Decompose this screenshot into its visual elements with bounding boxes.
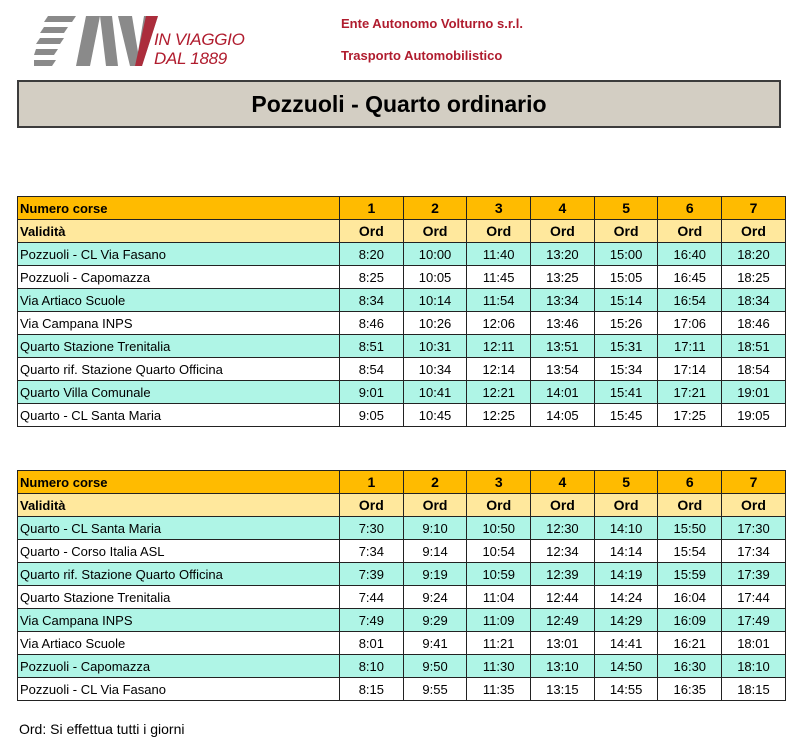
logo-v-mark xyxy=(118,16,158,66)
departure-time: 15:00 xyxy=(594,243,658,266)
departure-time: 14:14 xyxy=(594,540,658,563)
departure-time: 7:30 xyxy=(340,517,404,540)
stop-row xyxy=(18,586,786,609)
stop-row xyxy=(18,358,786,381)
departure-time: 10:54 xyxy=(467,540,531,563)
run-number: 3 xyxy=(467,471,531,494)
departure-time: 15:45 xyxy=(594,404,658,427)
departure-time: 13:01 xyxy=(531,632,595,655)
stop-row xyxy=(18,289,786,312)
run-number: 2 xyxy=(403,197,467,220)
stop-row xyxy=(18,540,786,563)
stop-name: Quarto - Corso Italia ASL xyxy=(18,540,340,563)
departure-time: 9:01 xyxy=(340,381,404,404)
departure-time: 17:49 xyxy=(722,609,786,632)
validity-code: Ord xyxy=(594,494,658,517)
departure-time: 14:05 xyxy=(531,404,595,427)
departure-time: 14:41 xyxy=(594,632,658,655)
stop-name: Quarto - CL Santa Maria xyxy=(18,404,340,427)
stop-name: Via Campana INPS xyxy=(18,312,340,335)
departure-time: 11:04 xyxy=(467,586,531,609)
validity-code: Ord xyxy=(594,220,658,243)
departure-time: 19:01 xyxy=(722,381,786,404)
departure-time: 17:39 xyxy=(722,563,786,586)
departure-time: 16:45 xyxy=(658,266,722,289)
departure-time: 11:09 xyxy=(467,609,531,632)
departure-time: 10:41 xyxy=(403,381,467,404)
departure-time: 11:30 xyxy=(467,655,531,678)
page-title: Pozzuoli - Quarto ordinario xyxy=(251,90,547,117)
logo-tagline-1: IN VIAGGIO xyxy=(154,30,245,49)
stop-name: Via Campana INPS xyxy=(18,609,340,632)
stop-name: Pozzuoli - CL Via Fasano xyxy=(18,243,340,266)
departure-time: 17:11 xyxy=(658,335,722,358)
stop-row xyxy=(18,335,786,358)
departure-time: 13:46 xyxy=(531,312,595,335)
validity-row xyxy=(18,494,786,517)
stop-row xyxy=(18,655,786,678)
departure-time: 17:30 xyxy=(722,517,786,540)
departure-time: 10:34 xyxy=(403,358,467,381)
departure-time: 9:24 xyxy=(403,586,467,609)
departure-time: 7:39 xyxy=(340,563,404,586)
stop-name: Quarto rif. Stazione Quarto Officina xyxy=(18,563,340,586)
departure-time: 13:54 xyxy=(531,358,595,381)
departure-time: 8:10 xyxy=(340,655,404,678)
run-number: 2 xyxy=(403,471,467,494)
run-number: 7 xyxy=(722,471,786,494)
stop-row xyxy=(18,678,786,701)
timetable-outbound xyxy=(17,196,786,427)
departure-time: 18:46 xyxy=(722,312,786,335)
departure-time: 10:31 xyxy=(403,335,467,358)
departure-time: 9:50 xyxy=(403,655,467,678)
run-number: 6 xyxy=(658,197,722,220)
stop-name: Pozzuoli - CL Via Fasano xyxy=(18,678,340,701)
footnote: Ord: Si effettua tutti i giorni xyxy=(19,721,185,737)
departure-time: 18:10 xyxy=(722,655,786,678)
validity-label: Validità xyxy=(18,494,340,517)
run-number: 1 xyxy=(340,197,404,220)
departure-time: 18:20 xyxy=(722,243,786,266)
logo-a-mark xyxy=(76,16,118,66)
validity-code: Ord xyxy=(658,494,722,517)
departure-time: 11:21 xyxy=(467,632,531,655)
departure-time: 13:15 xyxy=(531,678,595,701)
validity-code: Ord xyxy=(403,220,467,243)
stop-row xyxy=(18,243,786,266)
departure-time: 14:29 xyxy=(594,609,658,632)
run-number: 6 xyxy=(658,471,722,494)
logo-tagline-2: DAL 1889 xyxy=(154,49,227,68)
title-bar xyxy=(17,80,781,128)
validity-code: Ord xyxy=(531,220,595,243)
validity-row xyxy=(18,220,786,243)
departure-time: 14:50 xyxy=(594,655,658,678)
departure-time: 16:09 xyxy=(658,609,722,632)
departure-time: 16:21 xyxy=(658,632,722,655)
stop-name: Via Artiaco Scuole xyxy=(18,632,340,655)
departure-time: 18:01 xyxy=(722,632,786,655)
departure-time: 15:41 xyxy=(594,381,658,404)
departure-time: 8:54 xyxy=(340,358,404,381)
departure-time: 10:00 xyxy=(403,243,467,266)
stop-name: Quarto Villa Comunale xyxy=(18,381,340,404)
validity-code: Ord xyxy=(467,220,531,243)
stop-name: Quarto - CL Santa Maria xyxy=(18,517,340,540)
validity-label: Validità xyxy=(18,220,340,243)
run-number-label: Numero corse xyxy=(18,471,340,494)
validity-code: Ord xyxy=(722,494,786,517)
departure-time: 18:34 xyxy=(722,289,786,312)
departure-time: 12:21 xyxy=(467,381,531,404)
departure-time: 12:14 xyxy=(467,358,531,381)
departure-time: 17:21 xyxy=(658,381,722,404)
logo-e-mark xyxy=(34,16,76,66)
departure-time: 9:29 xyxy=(403,609,467,632)
validity-code: Ord xyxy=(340,220,404,243)
departure-time: 17:34 xyxy=(722,540,786,563)
departure-time: 12:30 xyxy=(531,517,595,540)
departure-time: 9:10 xyxy=(403,517,467,540)
departure-time: 16:40 xyxy=(658,243,722,266)
run-number: 4 xyxy=(531,197,595,220)
departure-time: 14:01 xyxy=(531,381,595,404)
departure-time: 12:49 xyxy=(531,609,595,632)
departure-time: 13:34 xyxy=(531,289,595,312)
departure-time: 12:34 xyxy=(531,540,595,563)
departure-time: 10:14 xyxy=(403,289,467,312)
departure-time: 8:46 xyxy=(340,312,404,335)
departure-time: 11:40 xyxy=(467,243,531,266)
departure-time: 16:30 xyxy=(658,655,722,678)
stop-name: Quarto Stazione Trenitalia xyxy=(18,586,340,609)
stop-row xyxy=(18,381,786,404)
run-number: 4 xyxy=(531,471,595,494)
departure-time: 16:04 xyxy=(658,586,722,609)
departure-time: 8:34 xyxy=(340,289,404,312)
departure-time: 15:59 xyxy=(658,563,722,586)
departure-time: 9:19 xyxy=(403,563,467,586)
departure-time: 10:45 xyxy=(403,404,467,427)
departure-time: 9:05 xyxy=(340,404,404,427)
stop-name: Via Artiaco Scuole xyxy=(18,289,340,312)
departure-time: 17:44 xyxy=(722,586,786,609)
departure-time: 8:15 xyxy=(340,678,404,701)
run-number-row xyxy=(18,197,786,220)
departure-time: 8:25 xyxy=(340,266,404,289)
departure-time: 10:50 xyxy=(467,517,531,540)
departure-time: 7:49 xyxy=(340,609,404,632)
company-name: Ente Autonomo Volturno s.r.l. xyxy=(341,16,523,31)
departure-time: 16:54 xyxy=(658,289,722,312)
stop-row xyxy=(18,404,786,427)
departure-time: 12:39 xyxy=(531,563,595,586)
run-number: 7 xyxy=(722,197,786,220)
departure-time: 10:05 xyxy=(403,266,467,289)
validity-code: Ord xyxy=(340,494,404,517)
departure-time: 7:34 xyxy=(340,540,404,563)
departure-time: 15:26 xyxy=(594,312,658,335)
departure-time: 14:19 xyxy=(594,563,658,586)
departure-time: 15:31 xyxy=(594,335,658,358)
departure-time: 15:14 xyxy=(594,289,658,312)
run-number: 1 xyxy=(340,471,404,494)
departure-time: 17:14 xyxy=(658,358,722,381)
stop-name: Pozzuoli - Capomazza xyxy=(18,266,340,289)
departure-time: 13:51 xyxy=(531,335,595,358)
departure-time: 12:06 xyxy=(467,312,531,335)
stop-row xyxy=(18,563,786,586)
run-number-row xyxy=(18,471,786,494)
departure-time: 14:24 xyxy=(594,586,658,609)
departure-time: 18:15 xyxy=(722,678,786,701)
departure-time: 9:41 xyxy=(403,632,467,655)
departure-time: 15:50 xyxy=(658,517,722,540)
stop-row xyxy=(18,312,786,335)
departure-time: 11:35 xyxy=(467,678,531,701)
departure-time: 12:44 xyxy=(531,586,595,609)
departure-time: 15:54 xyxy=(658,540,722,563)
departure-time: 18:25 xyxy=(722,266,786,289)
departure-time: 9:14 xyxy=(403,540,467,563)
departure-time: 17:25 xyxy=(658,404,722,427)
company-division: Trasporto Automobilistico xyxy=(341,48,503,63)
stop-row xyxy=(18,266,786,289)
departure-time: 13:25 xyxy=(531,266,595,289)
stop-row xyxy=(18,517,786,540)
run-number: 3 xyxy=(467,197,531,220)
departure-time: 15:34 xyxy=(594,358,658,381)
stop-row xyxy=(18,609,786,632)
departure-time: 17:06 xyxy=(658,312,722,335)
stop-name: Quarto Stazione Trenitalia xyxy=(18,335,340,358)
departure-time: 9:55 xyxy=(403,678,467,701)
departure-time: 13:20 xyxy=(531,243,595,266)
departure-time: 8:01 xyxy=(340,632,404,655)
departure-time: 18:54 xyxy=(722,358,786,381)
validity-code: Ord xyxy=(467,494,531,517)
departure-time: 11:54 xyxy=(467,289,531,312)
departure-time: 8:20 xyxy=(340,243,404,266)
departure-time: 18:51 xyxy=(722,335,786,358)
validity-code: Ord xyxy=(403,494,467,517)
departure-time: 8:51 xyxy=(340,335,404,358)
validity-code: Ord xyxy=(531,494,595,517)
departure-time: 14:55 xyxy=(594,678,658,701)
stop-row xyxy=(18,632,786,655)
validity-code: Ord xyxy=(722,220,786,243)
departure-time: 13:10 xyxy=(531,655,595,678)
departure-time: 10:26 xyxy=(403,312,467,335)
run-number-label: Numero corse xyxy=(18,197,340,220)
departure-time: 15:05 xyxy=(594,266,658,289)
stop-name: Pozzuoli - Capomazza xyxy=(18,655,340,678)
departure-time: 10:59 xyxy=(467,563,531,586)
departure-time: 14:10 xyxy=(594,517,658,540)
validity-code: Ord xyxy=(658,220,722,243)
run-number: 5 xyxy=(594,197,658,220)
departure-time: 12:25 xyxy=(467,404,531,427)
run-number: 5 xyxy=(594,471,658,494)
departure-time: 11:45 xyxy=(467,266,531,289)
departure-time: 12:11 xyxy=(467,335,531,358)
departure-time: 16:35 xyxy=(658,678,722,701)
departure-time: 7:44 xyxy=(340,586,404,609)
departure-time: 19:05 xyxy=(722,404,786,427)
timetable-return xyxy=(17,470,786,701)
stop-name: Quarto rif. Stazione Quarto Officina xyxy=(18,358,340,381)
